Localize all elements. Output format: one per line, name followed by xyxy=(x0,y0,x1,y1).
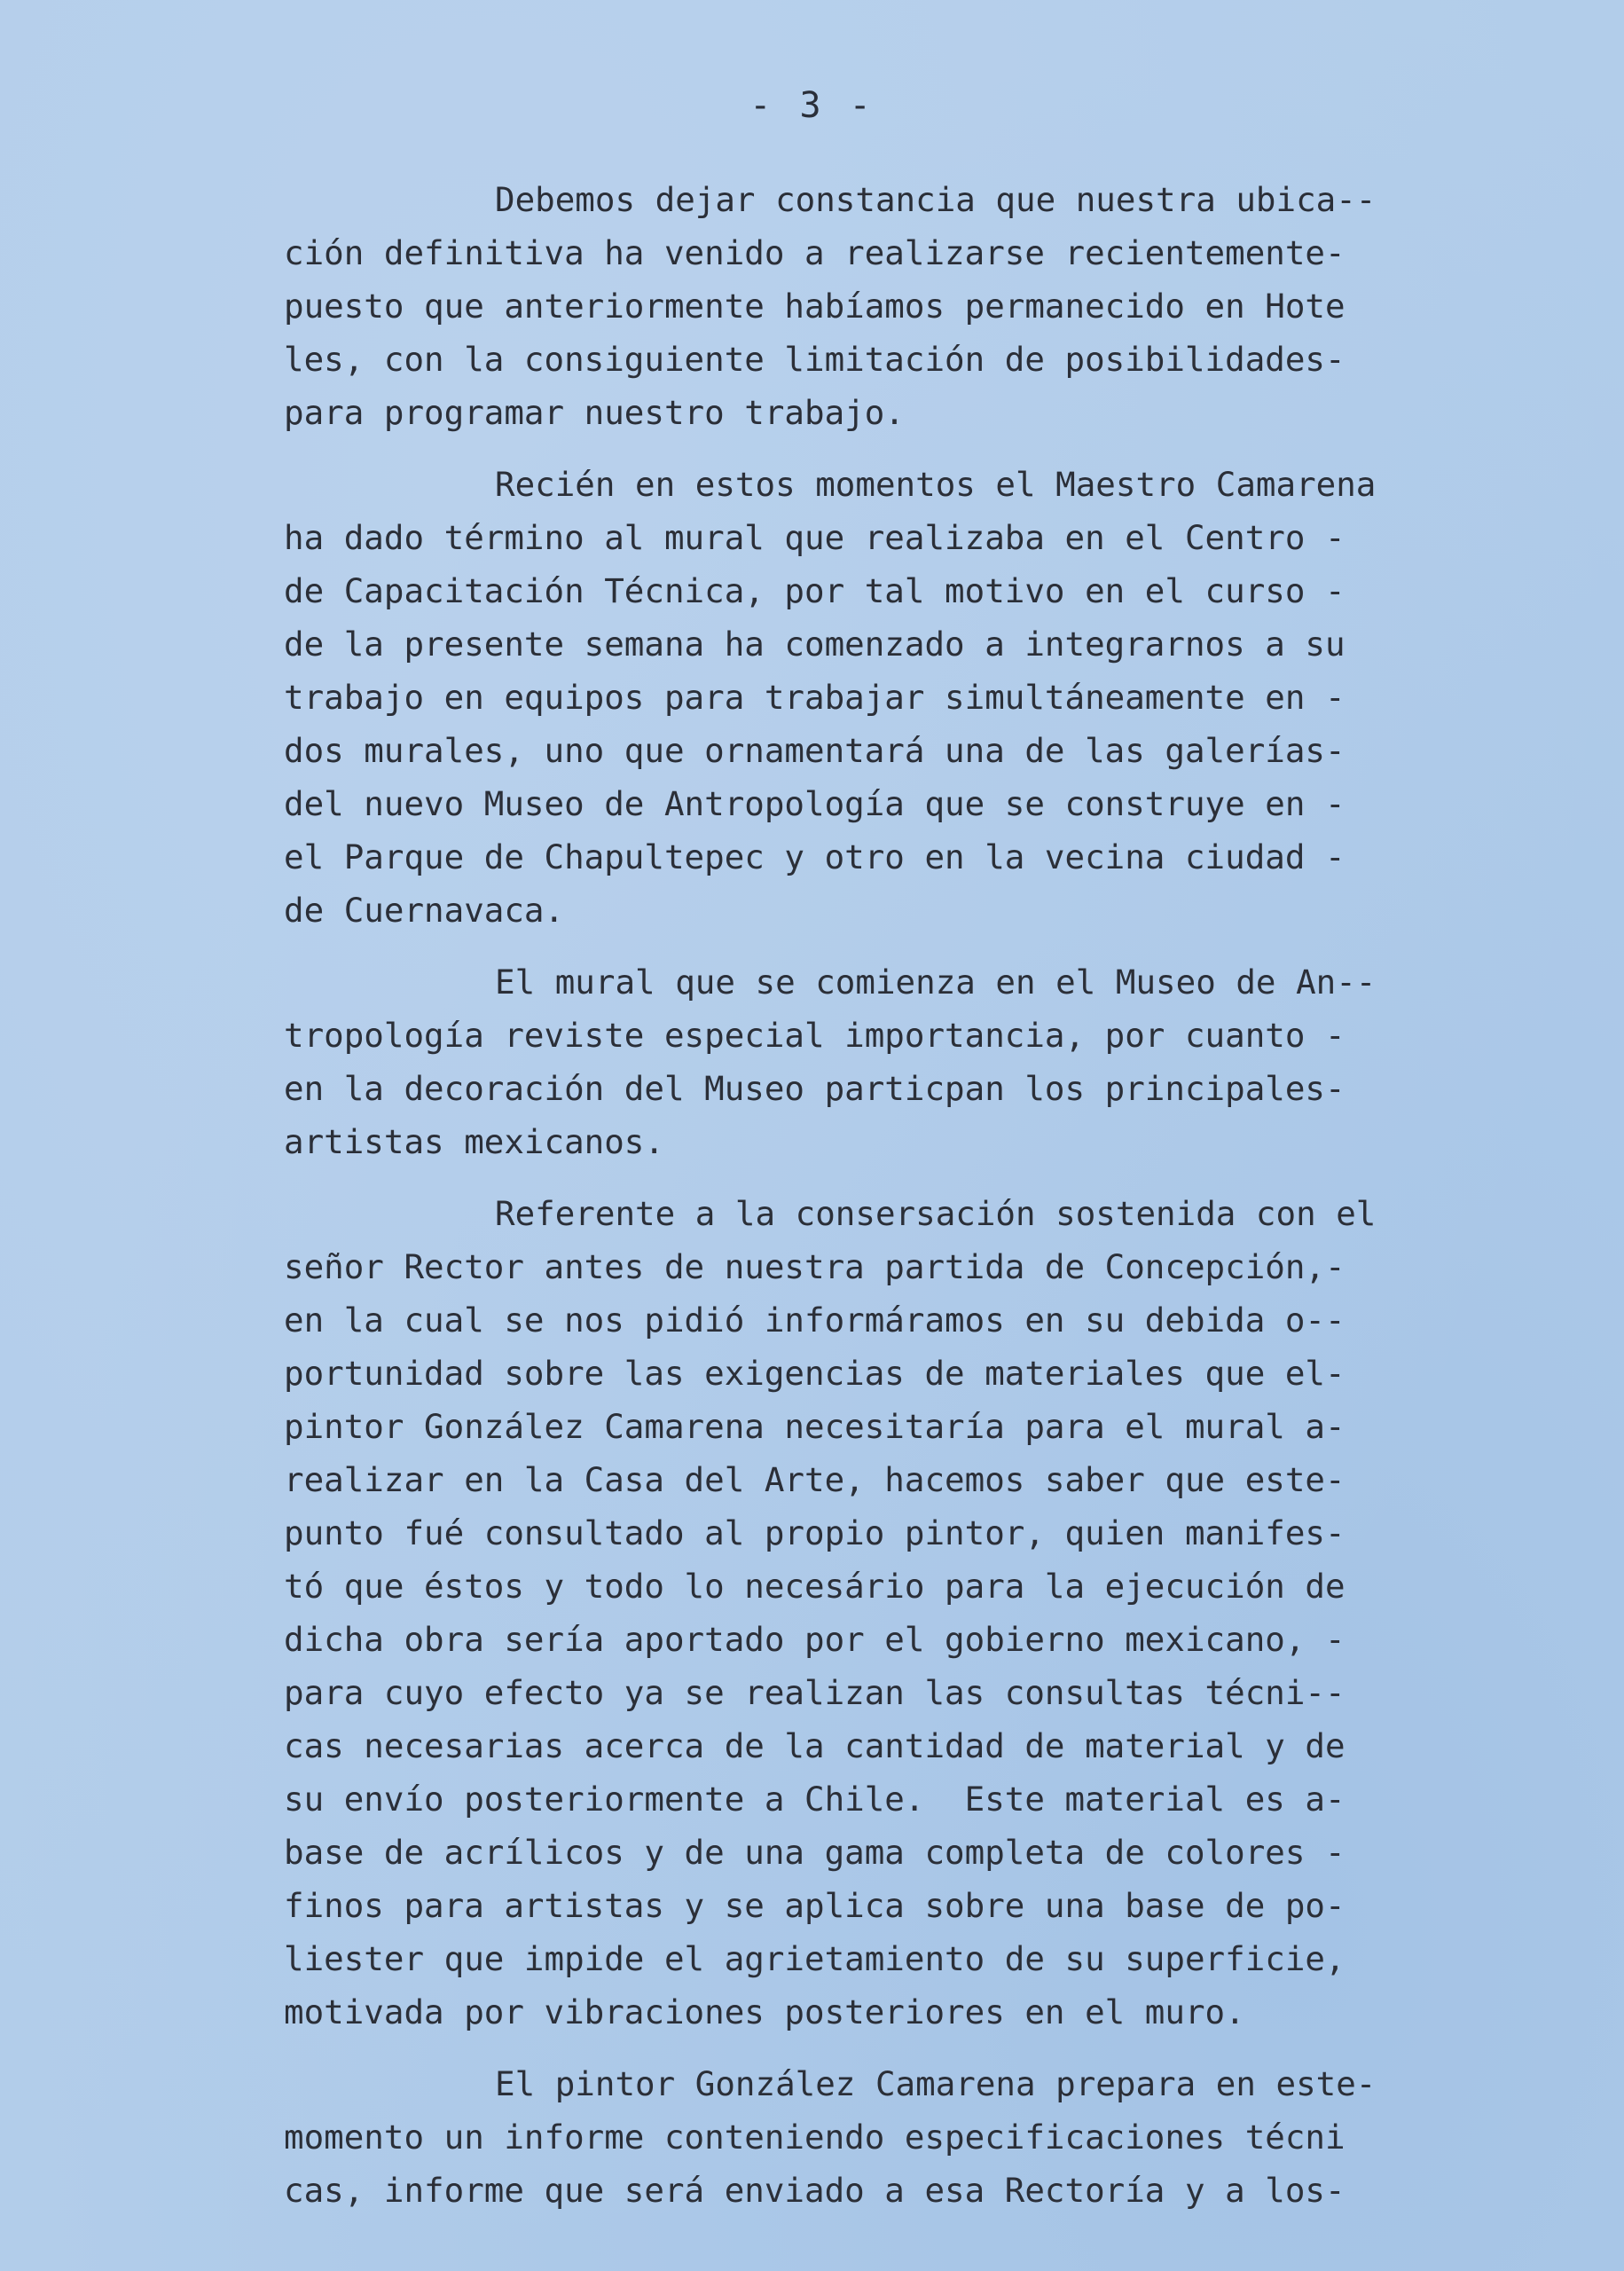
text-line: de Capacitación Técnica, por tal motivo en el curso - xyxy=(284,571,1345,610)
text-line: les, con la consiguiente limitación de posibilidades- xyxy=(284,340,1345,379)
text-line: puesto que anteriormente habíamos permanecido en Hote xyxy=(284,287,1345,326)
text-line: cas, informe que será enviado a esa Rectoría y a los- xyxy=(284,2171,1345,2210)
text-line: para cuyo efecto ya se realizan las consultas técni-- xyxy=(284,1673,1345,1712)
text-line: ha dado término al mural que realizaba en el Centro - xyxy=(284,518,1345,557)
text-line: dos murales, uno que ornamentará una de las galerías- xyxy=(284,731,1345,770)
text-line: artistas mexicanos. xyxy=(284,1122,664,1161)
paragraph-4 xyxy=(284,1187,1472,2039)
text-line: tó que éstos y todo lo necesário para la ejecución de xyxy=(284,1567,1345,1606)
text-line: del nuevo Museo de Antropología que se construye en - xyxy=(284,784,1345,823)
text-line: motivada por vibraciones posteriores en el muro. xyxy=(284,1992,1245,2031)
text-line: Referente a la consersación sostenida con el xyxy=(495,1194,1377,1233)
paragraph-2 xyxy=(284,458,1472,937)
paragraph-1 xyxy=(284,173,1472,439)
text-line: tropología reviste especial importancia, por cuanto - xyxy=(284,1016,1345,1055)
letter-body xyxy=(284,173,1472,2236)
text-line: El pintor González Camarena prepara en este- xyxy=(495,2064,1377,2103)
text-line: para programar nuestro trabajo. xyxy=(284,393,905,432)
text-line: su envío posteriormente a Chile. Este material es a- xyxy=(284,1780,1345,1819)
page-number: - 3 - xyxy=(749,85,875,126)
paragraph-5 xyxy=(284,2057,1472,2217)
text-line: en la cual se nos pidió informáramos en su debida o-- xyxy=(284,1301,1345,1340)
text-line: ción definitiva ha venido a realizarse recientemente- xyxy=(284,233,1345,272)
paragraph-3 xyxy=(284,955,1472,1168)
text-line: de la presente semana ha comenzado a integrarnos a su xyxy=(284,625,1345,664)
text-line: Debemos dejar constancia que nuestra ubica-- xyxy=(495,180,1377,219)
text-line: trabajo en equipos para trabajar simultáneamente en - xyxy=(284,678,1345,717)
text-line: portunidad sobre las exigencias de materiales que el- xyxy=(284,1354,1345,1393)
text-line: punto fué consultado al propio pintor, quien manifes- xyxy=(284,1513,1345,1552)
text-line: en la decoración del Museo particpan los principales- xyxy=(284,1069,1345,1108)
text-line: momento un informe conteniendo especificaciones técni xyxy=(284,2118,1345,2157)
text-line: finos para artistas y se aplica sobre una base de po- xyxy=(284,1886,1345,1925)
text-line: cas necesarias acerca de la cantidad de material y de xyxy=(284,1726,1345,1765)
text-line: realizar en la Casa del Arte, hacemos saber que este- xyxy=(284,1460,1345,1499)
text-line: señor Rector antes de nuestra partida de Concepción,- xyxy=(284,1247,1345,1286)
text-line: dicha obra sería aportado por el gobierno mexicano, - xyxy=(284,1620,1345,1659)
text-line: liester que impide el agrietamiento de su superficie, xyxy=(284,1939,1345,1978)
text-line: pintor González Camarena necesitaría para el mural a- xyxy=(284,1407,1345,1446)
text-line: Recién en estos momentos el Maestro Camarena xyxy=(495,465,1377,504)
text-line: de Cuernavaca. xyxy=(284,891,565,930)
text-line: El mural que se comienza en el Museo de An-- xyxy=(495,963,1377,1002)
text-line: base de acrílicos y de una gama completa de colores - xyxy=(284,1833,1345,1872)
text-line: el Parque de Chapultepec y otro en la vecina ciudad - xyxy=(284,837,1345,876)
